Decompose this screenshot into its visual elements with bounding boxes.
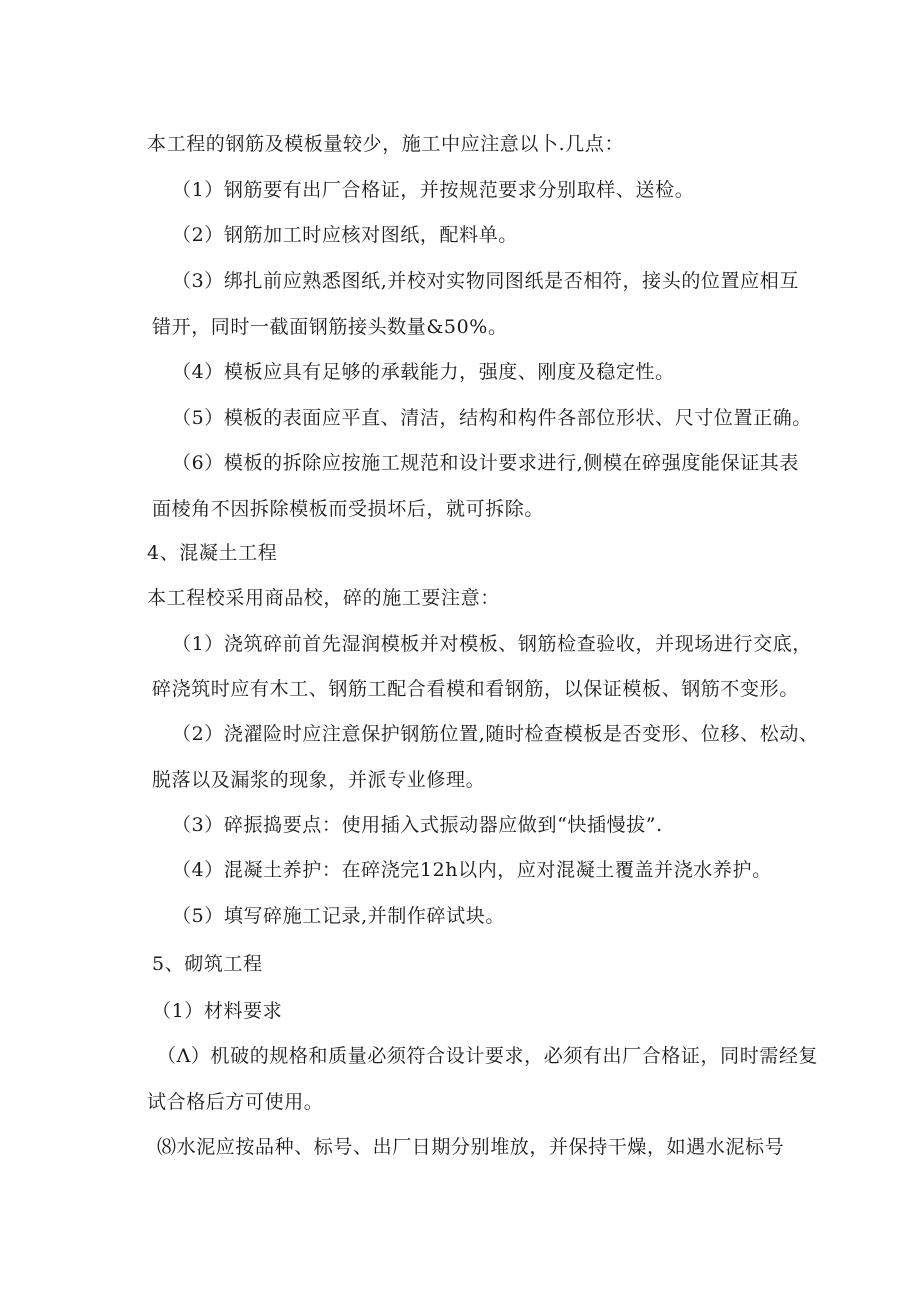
text-line-concrete-4: （4）混凝土养护：在碎浇完12h以内，应对混凝土覆盖并浇水养护。 <box>172 859 772 881</box>
section-heading-concrete: 4、混凝土工程 <box>147 542 278 564</box>
text-line-form-5: （5）模板的表面应平直、清洁，结构和构件各部位形状、尺寸位置正确。 <box>172 407 812 429</box>
text-line-materials-a2: 试合格后方可使用。 <box>147 1091 324 1113</box>
text-line-form-4: （4）模板应具有足够的承载能力，强度、刚度及稳定性。 <box>172 361 675 383</box>
text-line-rebar-3b: 错开，同时一截面钢筋接头数量&50%。 <box>152 316 508 338</box>
text-line-form-6b: 面棱角不因拆除模板而受损坏后，就可拆除。 <box>152 498 545 520</box>
text-line-concrete-2b: 脱落以及漏浆的现象，并派专业修理。 <box>152 769 486 791</box>
text-line-concrete-2a: （2）浇濯险时应注意保护钢筋位置,随时检查模板是否变形、位移、松动、 <box>172 723 819 745</box>
text-line-rebar-3a: （3）绑扎前应熟悉图纸,并校对实物同图纸是否相符，接头的位置应相互 <box>172 270 799 292</box>
section-heading-masonry: 5、砌筑工程 <box>152 953 263 975</box>
text-line-concrete-intro: 本工程校采用商品校，碎的施工要注意： <box>147 587 500 609</box>
text-line-concrete-5: （5）填写碎施工记录,并制作碎试块。 <box>172 905 505 927</box>
text-line-rebar-1: （1）钢筋要有出厂合格证，并按规范要求分别取样、送检。 <box>172 179 695 201</box>
text-line-concrete-1a: （1）浇筑碎前首先湿润模板并对模板、钢筋检查验收，并现场进行交底， <box>172 633 812 655</box>
text-line-concrete-3: （3）碎振捣要点：使用插入式振动器应做到“快插慢拔”. <box>172 814 663 836</box>
text-line-form-6a: （6）模板的拆除应按施工规范和设计要求进行,侧模在碎强度能保证其表 <box>172 452 799 474</box>
text-line-rebar-2: （2）钢筋加工时应核对图纸，配料单。 <box>172 224 518 246</box>
text-line-materials-b1: ⑻水泥应按品种、标号、出厂日期分别堆放，并保持干燥，如遇水泥标号 <box>157 1136 785 1158</box>
text-line-intro: 本工程的钢筋及模板量较少，施工中应注意以卜.几点： <box>147 133 625 155</box>
subheading-materials: （1）材料要求 <box>152 1000 283 1022</box>
text-line-materials-a1: （Λ）机破的规格和质量必须符合设计要求，必须有出厂合格证，同时需经复 <box>157 1045 819 1067</box>
text-line-concrete-1b: 碎浇筑时应有木工、钢筋工配合看模和看钢筋，以保证模板、钢筋不变形。 <box>152 678 799 700</box>
